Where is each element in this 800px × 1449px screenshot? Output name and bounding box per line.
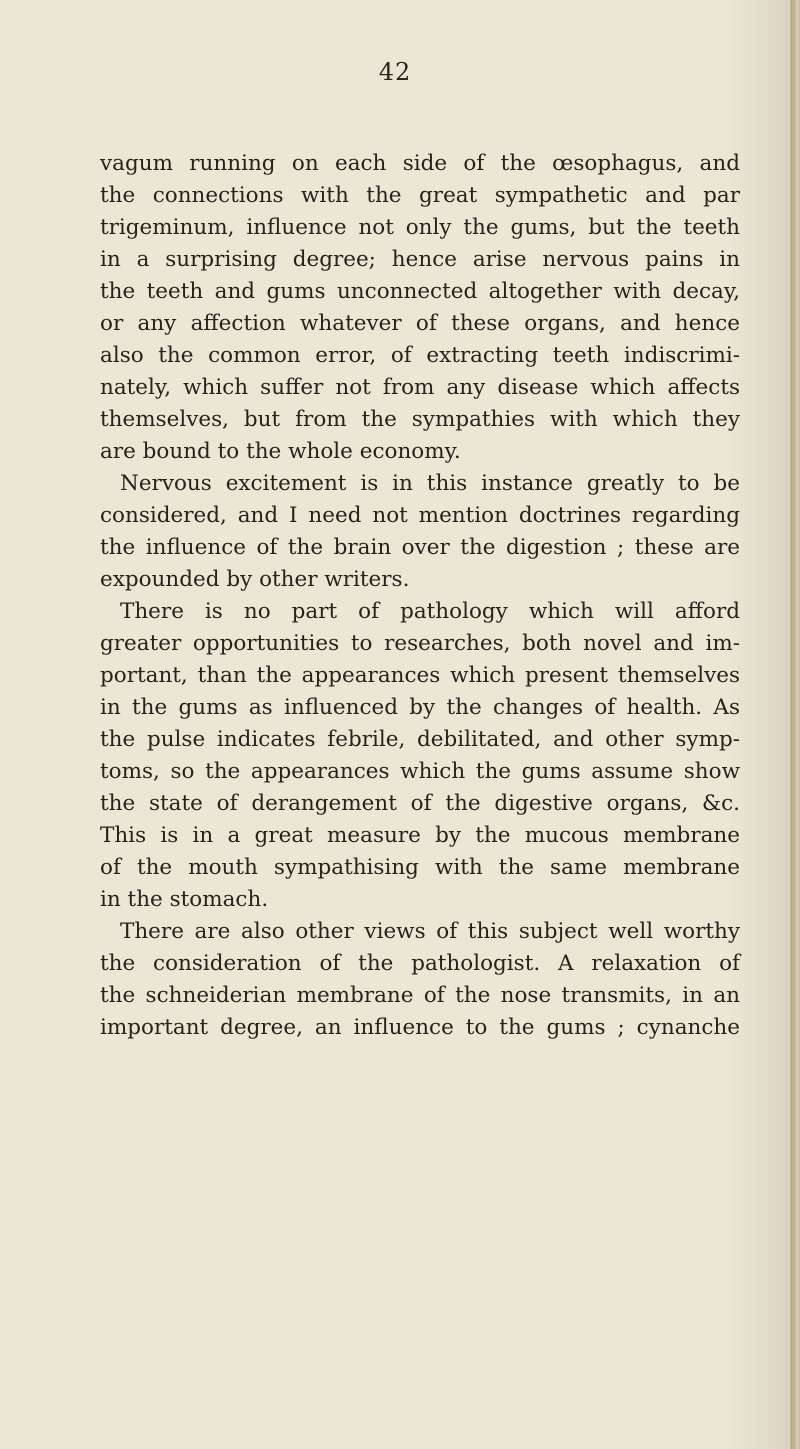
text-line: themselves, but from the sympathies with which they [100, 407, 740, 432]
text-line: in a surprising degree; hence arise nervous pains in [100, 247, 740, 272]
text-line: considered, and I need not mention doctrines regarding [100, 503, 740, 528]
text-line: portant, than the appearances which present themselves [100, 663, 740, 688]
text-line: Nervous excitement is in this instance greatly to be [120, 471, 740, 496]
text-line: the connections with the great sympathetic and par [100, 183, 740, 208]
text-line: expounded by other writers. [100, 567, 410, 592]
text-line: the state of derangement of the digestive organs, &c. [100, 791, 740, 816]
text-line: trigeminum, influence not only the gums, but the teeth [100, 215, 740, 240]
text-line: toms, so the appearances which the gums assume show [100, 759, 740, 784]
body-text [100, 148, 740, 1044]
text-line: vagum running on each side of the œsophagus, and [100, 151, 740, 176]
text-line: important degree, an influence to the gums ; cynanche [100, 1015, 740, 1040]
text-line: or any affection whatever of these organs, and hence [100, 311, 740, 336]
text-line: of the mouth sympathising with the same membrane [100, 855, 740, 880]
text-line: the influence of the brain over the digestion ; these are [100, 535, 740, 560]
text-line: also the common error, of extracting teeth indiscrimi- [100, 343, 740, 368]
text-line: the consideration of the pathologist. A relaxation of [100, 951, 740, 976]
text-line: are bound to the whole economy. [100, 439, 461, 464]
text-line: greater opportunities to researches, both novel and im- [100, 631, 740, 656]
text-line: the teeth and gums unconnected altogether with decay, [100, 279, 740, 304]
text-line: There is no part of pathology which will afford [120, 599, 740, 624]
page-edge-divider [791, 0, 792, 1449]
text-line: the schneiderian membrane of the nose transmits, in an [100, 983, 740, 1008]
text-line: in the gums as influenced by the changes of health. As [100, 695, 740, 720]
text-line: in the stomach. [100, 887, 269, 912]
text-line: nately, which suffer not from any disease which affects [100, 375, 740, 400]
text-line: This is in a great measure by the mucous membrane [100, 823, 740, 848]
page-number: 42 [378, 58, 412, 86]
text-line: There are also other views of this subject well worthy [120, 919, 740, 944]
text-line: the pulse indicates febrile, debilitated, and other symp- [100, 727, 740, 752]
